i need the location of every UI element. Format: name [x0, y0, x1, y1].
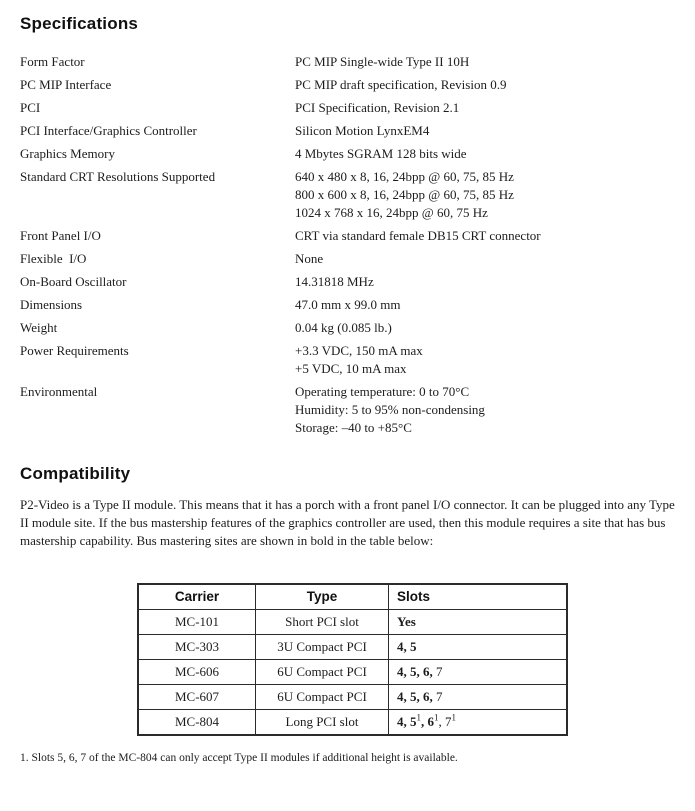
spec-value [295, 296, 675, 314]
spec-value-line: CRT via standard female DB15 CRT connector [295, 228, 541, 243]
slots-segment: 7 [432, 689, 443, 704]
spec-value [295, 99, 675, 117]
spec-value [295, 273, 675, 291]
slots-segment: Yes [397, 614, 416, 629]
footnote-marker: 1 [451, 712, 456, 723]
spec-label: Standard CRT Resolutions Supported [20, 169, 216, 184]
spec-label: Front Panel I/O [20, 228, 101, 243]
specifications-heading: Specifications [20, 14, 139, 33]
spec-label: Environmental [20, 384, 98, 399]
spec-label: On-Board Oscillator [20, 274, 127, 289]
spec-value-line: PC MIP Single-wide Type II 10H [295, 54, 470, 69]
spec-row-power-requirements [20, 342, 675, 378]
spec-label: Dimensions [20, 297, 83, 312]
spec-label: PCI [20, 100, 41, 115]
slots-segment: 4, 5, 6, [397, 664, 433, 679]
spec-value [295, 145, 675, 163]
spec-value [295, 227, 675, 245]
spec-value-line: +5 VDC, 10 mA max [295, 361, 407, 376]
spec-value-line: 4 Mbytes SGRAM 128 bits wide [295, 146, 467, 161]
type-cell: 3U Compact PCI [256, 635, 389, 660]
carrier-cell: MC-606 [138, 660, 256, 685]
type-cell: 6U Compact PCI [256, 685, 389, 710]
column-header-type: Type [256, 584, 389, 610]
slots-segment: 4, 5 [397, 714, 417, 729]
slots-segment: , 6 [421, 714, 434, 729]
compatibility-paragraph: P2-Video is a Type II module. This means that it has a porch with a front panel I/O connector. It can be plugged into any Type II module site. If the bus mastership features of the graphics controller are used, then this module requires a site that has bus mastership capability. Bus mastering sites are shown in bold in the table below: [20, 497, 675, 548]
spec-row-oscillator [20, 273, 675, 291]
spec-value [295, 122, 675, 140]
column-header-carrier: Carrier [138, 584, 256, 610]
spec-label: Weight [20, 320, 58, 335]
spec-value [295, 76, 675, 94]
spec-value-line: 800 x 600 x 8, 16, 24bpp @ 60, 75, 85 Hz [295, 187, 514, 202]
spec-value [295, 319, 675, 337]
spec-value [295, 53, 675, 71]
spec-label: Flexible I/O [20, 251, 87, 266]
slots-segment: 4, 5, 6, [397, 689, 433, 704]
slots-segment: 7 [432, 664, 443, 679]
slots-cell [389, 685, 568, 710]
spec-value-line: Operating temperature: 0 to 70°C [295, 384, 470, 399]
spec-row-form-factor [20, 53, 675, 71]
compatibility-table [137, 583, 568, 736]
spec-row-environmental [20, 383, 675, 437]
table-row-mc-101 [138, 610, 567, 635]
column-header-slots: Slots [389, 584, 568, 610]
slots-cell [389, 635, 568, 660]
spec-value [295, 168, 675, 222]
spec-value-line: Humidity: 5 to 95% non-condensing [295, 402, 485, 417]
spec-value-line: 47.0 mm x 99.0 mm [295, 297, 401, 312]
spec-row-flexible-io [20, 250, 675, 268]
spec-value-line: PC MIP draft specification, Revision 0.9 [295, 77, 507, 92]
spec-value-line: +3.3 VDC, 150 mA max [295, 343, 423, 358]
spec-value [295, 342, 675, 378]
spec-row-dimensions [20, 296, 675, 314]
spec-label: Graphics Memory [20, 146, 115, 161]
spec-row-pci [20, 99, 675, 117]
spec-value-line: 640 x 480 x 8, 16, 24bpp @ 60, 75, 85 Hz [295, 169, 514, 184]
footnote: 1. Slots 5, 6, 7 of the MC-804 can only accept Type II modules if additional height is available. [20, 752, 458, 764]
spec-label: Form Factor [20, 54, 85, 69]
specifications-list [20, 53, 675, 437]
slots-segment: 4, 5 [397, 639, 417, 654]
slots-cell [389, 610, 568, 635]
spec-label: PC MIP Interface [20, 77, 112, 92]
spec-value-line: 1024 x 768 x 16, 24bpp @ 60, 75 Hz [295, 205, 488, 220]
compatibility-heading: Compatibility [20, 464, 131, 483]
table-row-mc-804 [138, 710, 567, 736]
carrier-cell: MC-804 [138, 710, 256, 736]
type-cell: 6U Compact PCI [256, 660, 389, 685]
spec-value [295, 250, 675, 268]
carrier-cell: MC-101 [138, 610, 256, 635]
slots-cell [389, 660, 568, 685]
spec-row-pcmip-interface [20, 76, 675, 94]
spec-label: PCI Interface/Graphics Controller [20, 123, 197, 138]
spec-value-line: None [295, 251, 324, 266]
spec-row-graphics-memory [20, 145, 675, 163]
type-cell: Short PCI slot [256, 610, 389, 635]
spec-row-crt-resolutions [20, 168, 675, 222]
spec-row-front-panel-io [20, 227, 675, 245]
slots-segment: , 7 [438, 714, 452, 729]
table-row-mc-607 [138, 685, 567, 710]
spec-value-line: 0.04 kg (0.085 lb.) [295, 320, 392, 335]
spec-row-graphics-controller [20, 122, 675, 140]
footnote-marker: 1 [416, 712, 421, 723]
type-cell: Long PCI slot [256, 710, 389, 736]
slots-cell [389, 710, 568, 736]
table-row-mc-606 [138, 660, 567, 685]
spec-value [295, 383, 675, 437]
table-header-row [138, 584, 567, 610]
carrier-cell: MC-607 [138, 685, 256, 710]
carrier-cell: MC-303 [138, 635, 256, 660]
spec-value-line: 14.31818 MHz [295, 274, 374, 289]
table-row-mc-303 [138, 635, 567, 660]
footnote-marker: 1 [434, 712, 439, 723]
spec-value-line: Storage: –40 to +85°C [295, 420, 412, 435]
spec-value-line: Silicon Motion LynxEM4 [295, 123, 430, 138]
spec-row-weight [20, 319, 675, 337]
spec-label: Power Requirements [20, 343, 129, 358]
spec-value-line: PCI Specification, Revision 2.1 [295, 100, 460, 115]
